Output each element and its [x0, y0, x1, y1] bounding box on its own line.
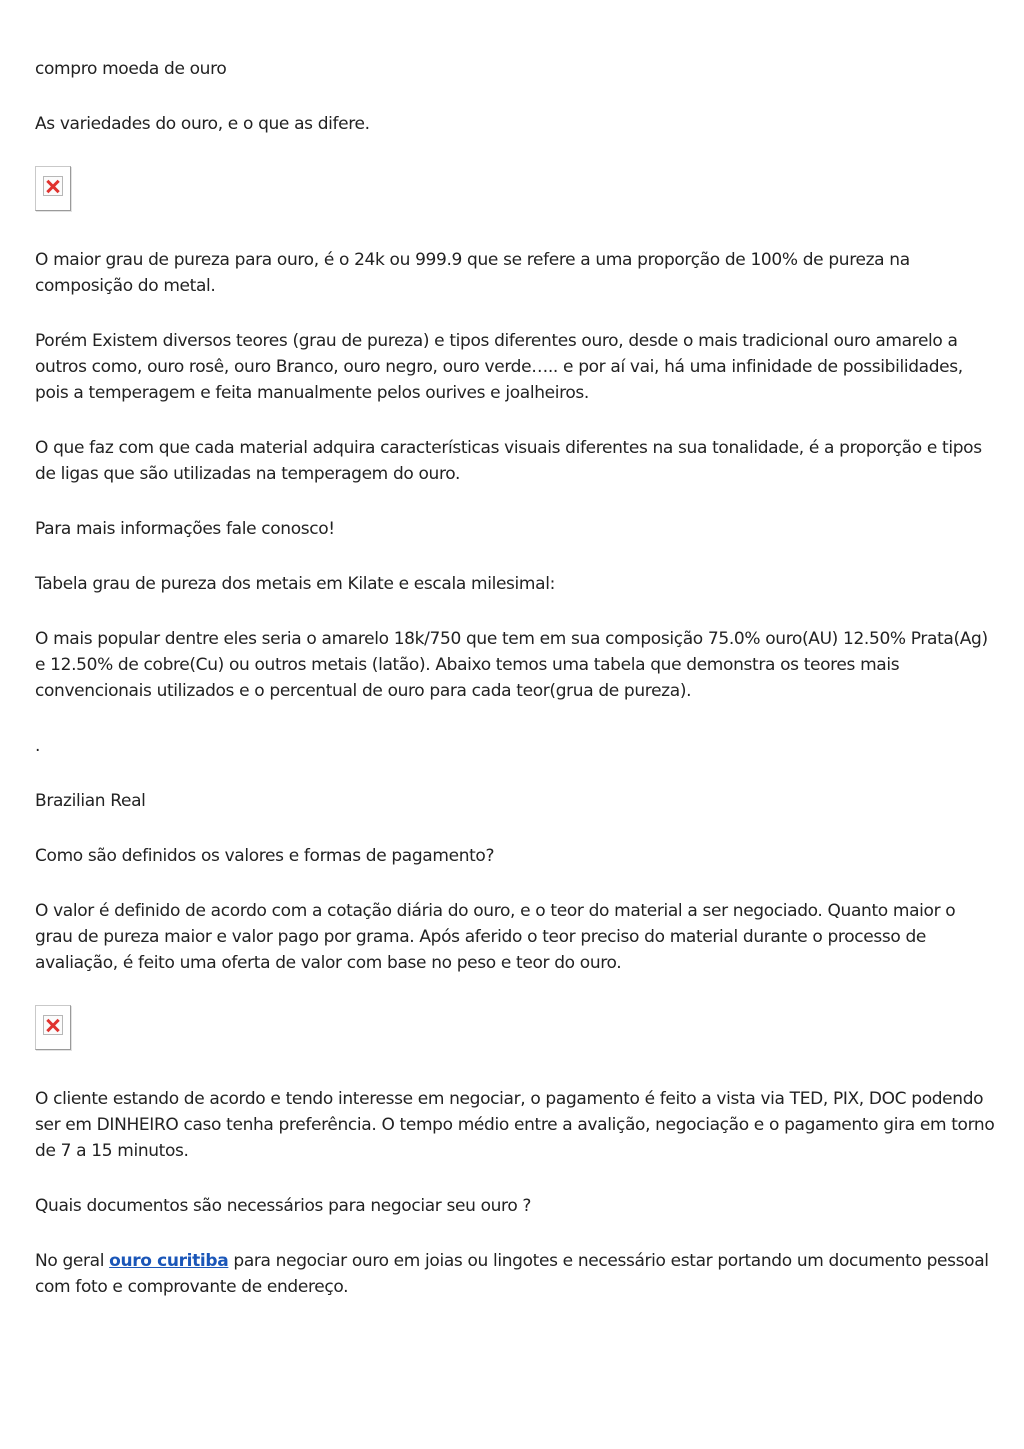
paragraph-cliente-acordo: O cliente estando de acordo e tendo interesse em negociar, o pagamento é feito a vista via TED, PIX, DOC podendo ser em DINHEIRO caso tenha preferência. O tempo médio entre a avalição, negociação e o pagamento gira em torno de 7 a 15 minutos.	[35, 1089, 995, 1161]
paragraph-tabela: Tabela grau de pureza dos metais em Kilate e escala milesimal:	[35, 574, 555, 594]
paragraph-diversos-teores: Porém Existem diversos teores (grau de pureza) e tipos diferentes ouro, desde o mais tradicional ouro amarelo a outros como, ouro rosê, ouro Branco, ouro negro, ouro verde….. e por aí vai, há uma infinidade de possibilidades, pois a temperagem e feita manualmente pelos ourives e joalheiros.	[35, 331, 963, 403]
paragraph-fale-conosco: Para mais informações fale conosco!	[35, 519, 335, 539]
broken-image-icon	[35, 1005, 71, 1050]
paragraph-brazilian-real: Brazilian Real	[35, 791, 146, 811]
paragraph-valor-definido: O valor é definido de acordo com a cotação diária do ouro, e o teor do material a ser negociado. Quanto maior o grau de pureza maior e valor pago por grama. Após aferido o teor preciso do material durante o processo de avaliação, é feito uma oferta de valor com base no peso e teor do ouro.	[35, 901, 956, 973]
paragraph-no-geral-after: para negociar ouro em joias ou lingotes e necessário estar portando um documento pessoal com foto e comprovante de endereço.	[35, 1251, 989, 1297]
paragraph-no-geral-before: No geral	[35, 1251, 110, 1271]
broken-image-icon	[35, 166, 71, 211]
paragraph-mais-popular: O mais popular dentre eles seria o amarelo 18k/750 que tem em sua composição 75.0% ouro(AU) 12.50% Prata(Ag) e 12.50% de cobre(Cu) ou outros metais (latão). Abaixo temos uma tabela que demonstra os teores mais convencionais utilizados e o percentual de ouro para cada teor(grua de pureza).	[35, 629, 988, 701]
paragraph-como-definidos: Como são definidos os valores e formas de pagamento?	[35, 846, 495, 866]
paragraph-maior-grau: O maior grau de pureza para ouro, é o 24k ou 999.9 que se refere a uma proporção de 100% de pureza na composição do metal.	[35, 250, 910, 296]
heading-compro-moeda: compro moeda de ouro	[35, 59, 227, 79]
paragraph-caracteristicas: O que faz com que cada material adquira características visuais diferentes na sua tonalidade, é a proporção e tipos de ligas que são utilizadas na temperagem do ouro.	[35, 438, 982, 484]
ouro-curitiba-link[interactable]: ouro curitiba	[109, 1251, 229, 1271]
paragraph-no-geral	[35, 1248, 995, 1300]
paragraph-documentos: Quais documentos são necessários para negociar seu ouro ?	[35, 1196, 532, 1216]
document-body	[35, 56, 995, 1329]
paragraph-variedades: As variedades do ouro, e o que as difere.	[35, 114, 370, 134]
broken-image-x-icon	[43, 176, 63, 196]
broken-image-x-icon	[43, 1015, 63, 1035]
paragraph-dot: .	[35, 736, 41, 756]
